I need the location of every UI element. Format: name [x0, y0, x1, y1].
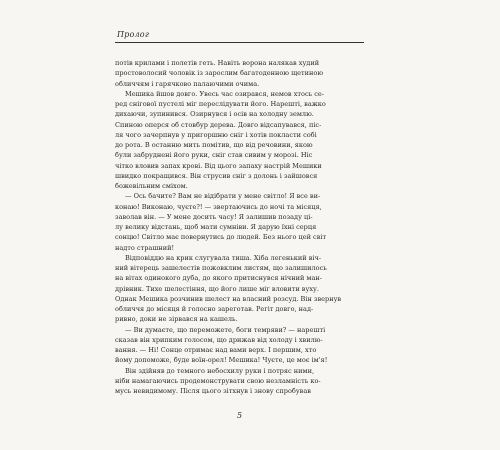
text-line: на вітах одинокого дуба, до якого притиснувся нічний ман-	[115, 274, 322, 283]
page-number: 5	[236, 411, 243, 420]
text-line: обличчя до місяця й голосно зареготав. Регіт довго, над-	[115, 305, 314, 313]
text-line: швидко покращився. Він струсив сніг з долонь і зайшовся	[115, 171, 318, 180]
text-line: — Ось бачите? Вам не відібрати у мене світло! Я все ви-	[125, 192, 321, 201]
text-line: йому допоможе, буде воїн-орел! Мешика! Чуєте, це моє ім'я!	[115, 356, 328, 365]
text-line: Спиною оперся об стовбур дерева. Довго відсапувався, піс-	[115, 120, 322, 129]
text-line: ривно, доки не зірвався на кашель.	[115, 315, 238, 324]
text-line: Відповіддю на крик слугувала тиша. Хіба легенький віч-	[125, 253, 322, 262]
chapter-title: Пролог	[117, 30, 150, 39]
text-line: дихаючи, зупинився. Озирнувся і осів на холодну землю.	[115, 110, 314, 119]
text-line: потів крилами і полетів геть. Навіть ворона налякав худий	[115, 59, 320, 67]
text-line: простоволосий чоловік із зарослим багатоденною щетиною	[115, 69, 324, 78]
text-line: ний вітерець зашелестів пожовклим листям, що залишилось	[115, 264, 327, 272]
text-line: мусь невидимому. Після цього зітхнув і знову спробував	[115, 387, 311, 395]
text-line: Він здійняв до темного небосхилу руки і потряс ними,	[125, 366, 315, 375]
text-line: ніби намагаючись продемонструвати свою незламність ко-	[115, 376, 321, 385]
text-line: до рота. В останню мить помітив, що від речовини, якою	[115, 141, 313, 149]
header-rule	[115, 42, 364, 43]
running-header	[115, 28, 364, 44]
text-line: лу велику відстань, щоб мати сумніви. Я дарую їхні серця	[115, 223, 317, 231]
text-line: сказав він хрипким голосом, що дрижав від холоду і хвилю-	[115, 335, 323, 344]
text-line: вання. — Ні! Сонце отримає над вами верх. І першим, хто	[115, 346, 317, 354]
text-line: були забруднені його руки, сніг став сивим у морозі. Ніс	[115, 151, 313, 160]
text-line: конаю! Виконаю, чуєте?! — звертаючись до ночі та місяця,	[115, 202, 322, 211]
text-line: ля чого зачерпнув у пригоршню сніг і хотів покласти собі	[115, 130, 317, 139]
text-line: чітко вловив запах крові. Від цього запаху настрій Мешики	[115, 161, 322, 170]
body-text	[115, 58, 364, 396]
text-line: заволав він. — У мене досить часу! Я залишив позаду ці-	[115, 212, 313, 221]
text-line: дрівник. Тихе шелестіння, що його лише міг вловити вуху.	[115, 284, 319, 293]
text-line: Мешика йшов довго. Увесь час озирався, немов хтось се-	[125, 89, 325, 98]
text-line: сонцю! Світло має повернутись до людей. Без нього цей світ	[115, 233, 327, 242]
text-line: обличчям і гарячково палаючими очима.	[115, 79, 260, 88]
text-line: надто страшний!	[115, 243, 175, 252]
text-line: — Ви думаєте, що переможете, боги темряви? — нарешті	[125, 325, 326, 334]
text-line: ред снігової пустелі міг переслідувати його. Нарешті, важко	[115, 100, 326, 108]
text-line: Однак Мешика розчинив шелест на власний розсуд. Він звернув	[115, 294, 342, 303]
text-line: божевільним сміхом.	[115, 182, 188, 190]
